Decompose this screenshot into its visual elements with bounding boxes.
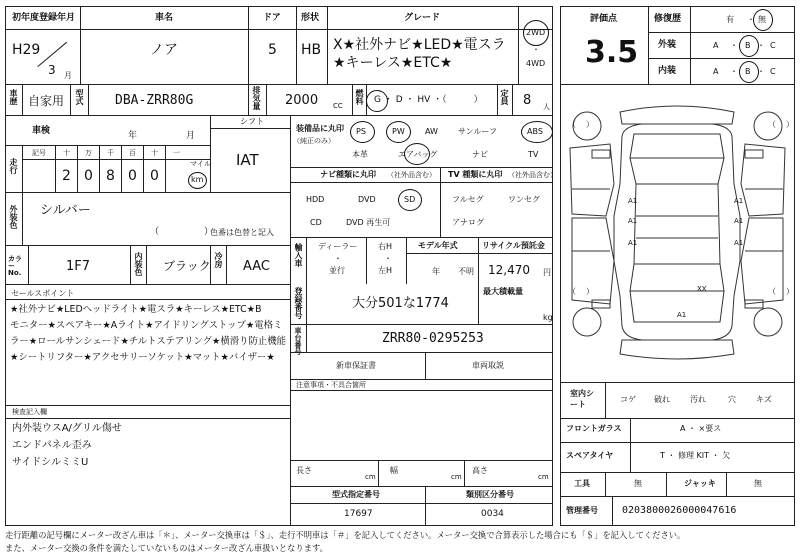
tools-top	[560, 472, 795, 473]
interior-option: ・	[730, 67, 738, 76]
front-bumper	[620, 106, 734, 124]
width-label: 幅	[390, 466, 398, 475]
interior-option: A	[713, 67, 719, 76]
reg-under	[290, 324, 553, 325]
exterior-option: C	[770, 41, 776, 50]
nav-under	[290, 237, 553, 238]
equipment-label: 装備品に丸印	[296, 124, 344, 133]
registration-label: 登録番号	[294, 287, 303, 319]
insp-head	[5, 418, 290, 419]
right-rear-side	[741, 218, 783, 304]
model-year-year: 年	[432, 267, 440, 276]
mgmt-label: 管理番号	[566, 506, 598, 515]
exterior-label: 外装	[658, 40, 677, 50]
div-dim2	[464, 460, 465, 486]
damage-mark: XX	[697, 285, 707, 293]
length-label: 長さ	[296, 466, 312, 475]
shape-label: 形状	[301, 13, 320, 23]
rear-bumper	[620, 340, 734, 359]
equipment-item: TV	[528, 150, 539, 159]
exterior-option: A	[713, 41, 719, 50]
mgmt-value: 0203800026000047616	[622, 505, 737, 516]
div-imp2	[366, 237, 367, 284]
damage-mark: A1	[628, 197, 638, 205]
nav-item: DVD	[358, 195, 376, 204]
exterior-option: B	[745, 41, 751, 50]
div-r2h	[497, 84, 498, 115]
mileage-digit-header: 一	[173, 149, 180, 157]
rear-glass	[630, 264, 724, 291]
div-nav-tv	[440, 167, 441, 237]
km-label: km	[191, 175, 204, 184]
notes-head	[290, 390, 553, 391]
div-r2b	[70, 84, 71, 115]
width-cm: cm	[451, 473, 462, 481]
mileage-digit: 0	[84, 168, 93, 184]
div-imp3	[406, 237, 407, 284]
mileage-digit-header: 十	[63, 149, 70, 157]
paren-bl: （	[568, 287, 576, 296]
mileage-digit: 0	[150, 168, 159, 184]
div-seat	[605, 382, 606, 418]
chassis-value: ZRR80-0295253	[382, 331, 484, 346]
color-under	[5, 245, 290, 246]
windshield	[630, 158, 724, 184]
equipment-item: サンルーフ	[458, 127, 497, 136]
chassis-label: 車台番号	[294, 327, 302, 355]
length-cm: cm	[365, 473, 376, 481]
mileage-digit: 2	[62, 168, 71, 184]
ch-under	[290, 352, 553, 353]
div-shift	[210, 115, 211, 192]
import-parallel: 並行	[329, 266, 345, 275]
tools-label: 工具	[574, 479, 590, 488]
imp-head	[406, 253, 553, 254]
first-reg-label: 初年度登録年月	[12, 13, 76, 23]
div-ch1	[306, 324, 307, 352]
hood	[630, 134, 724, 158]
sales-head	[5, 299, 290, 300]
dims-top	[290, 460, 553, 461]
mileage-marks-label: 記号	[32, 149, 46, 157]
jack-label: ジャッキ	[684, 479, 716, 488]
footer-line1: 走行距離の記号欄にメーター改ざん車は「＊」、メーター交換車は「＄」、走行不明車は「＃」を記入してください。メーター交換で合算表示した場合にも「＄」を記入してください。	[5, 530, 686, 540]
div-r2c	[88, 84, 89, 115]
interior-option: C	[770, 67, 776, 76]
glass-top	[560, 418, 795, 419]
spare-tire-label: スペアタイヤ	[566, 451, 614, 460]
damage-mark: A1	[628, 217, 638, 225]
repair-circle	[753, 9, 773, 31]
interior-sheet-item: 穴	[728, 395, 736, 404]
nav-item: SD	[404, 195, 416, 204]
model-year-label: モデル年式	[418, 241, 458, 250]
div-leftblock	[290, 115, 291, 284]
equip-under	[290, 167, 553, 168]
month-unit: 月	[64, 71, 72, 80]
interior-sheet-item: キズ	[756, 395, 772, 404]
wheel-rr	[754, 308, 782, 336]
spare-top	[560, 442, 795, 443]
interior-sheet-item: 汚れ	[690, 395, 706, 404]
interior-sheet-item: コゲ	[620, 395, 636, 404]
sales-line: モニター★スペアキー★Aライト★アイドリングストップ★電格ミ	[10, 320, 283, 331]
grade-bottom	[560, 84, 795, 85]
car-manual: 車両取説	[472, 361, 504, 370]
mil-head-line	[22, 159, 210, 160]
div-r2d	[248, 84, 249, 115]
equipment-sub: （純正のみ）	[293, 137, 335, 145]
interior-option: ・	[757, 67, 765, 76]
type-number-value: 17697	[344, 509, 373, 519]
model-year-unknown: 不明	[458, 267, 474, 276]
equipment-item: エアバッグ	[398, 150, 438, 159]
digit-divider	[143, 145, 144, 192]
mileage-digit-header: 百	[129, 149, 136, 157]
tv-label: TV 種類に丸印	[448, 170, 503, 179]
front-right-light	[745, 150, 763, 158]
equipment-item: ナビ	[472, 150, 488, 159]
damage-mark: A1	[628, 239, 638, 247]
equipment-circle	[350, 121, 375, 143]
nav-label: ナビ種類に丸印	[320, 170, 376, 179]
first-reg-month: 3	[48, 63, 56, 77]
nav-circle	[398, 189, 422, 211]
div-ac	[210, 245, 211, 284]
color-label: 外装色	[9, 205, 18, 229]
paren-tr: （	[768, 120, 776, 129]
repair-option: 有	[726, 15, 734, 24]
type-number-label: 型式指定番号	[332, 490, 380, 499]
grade-text: X★社外ナビ★LED★電スラ★キーレス★ETC★	[333, 37, 506, 71]
car-name: ノア	[150, 42, 178, 58]
div-r2f	[352, 84, 353, 115]
height-label: 高さ	[472, 466, 488, 475]
first-reg-era: H29	[12, 42, 41, 58]
mileage-digit-header: 千	[107, 149, 114, 157]
body-outline	[614, 124, 740, 340]
displacement-label: 排気量	[252, 86, 261, 110]
digit-divider	[99, 145, 100, 192]
tools-value: 無	[634, 479, 642, 488]
digit-divider	[165, 145, 166, 192]
div-shape	[327, 6, 328, 84]
exterior-option: ・	[730, 41, 738, 50]
equipment-item: PW	[392, 127, 405, 136]
cc-unit: CC	[333, 102, 343, 110]
sales-line: ラー★ロールサンシェード★チルトステアリング★横滑り防止機能	[10, 336, 286, 347]
drive-2wd: 2WD	[526, 28, 546, 37]
roof	[634, 184, 720, 264]
div-reg2	[478, 284, 479, 324]
mileage-digit-header: 万	[85, 149, 92, 157]
div-left-right	[290, 284, 291, 526]
model: DBA-ZRR80G	[115, 93, 194, 108]
capacity: 8	[523, 93, 532, 108]
div-name	[248, 6, 249, 84]
div-reg	[80, 6, 81, 84]
div-ac2	[226, 245, 227, 284]
car-damage-diagram	[562, 86, 793, 380]
color-note: 色番は色替と記入	[210, 228, 274, 237]
mile-label: マイル	[190, 160, 211, 168]
drive-dot: ・	[532, 45, 540, 54]
inspection-month: 月	[186, 131, 196, 141]
import-rh: 右H	[378, 242, 393, 251]
spare-tire-value: T ・ 修理 KIT ・ 欠	[660, 451, 731, 460]
div-mil2	[55, 145, 56, 192]
new-car-guarantee: 新車保証書	[336, 361, 376, 370]
div-gua	[425, 352, 426, 379]
recycle-yen: 円	[543, 268, 551, 277]
fuel-label: 燃料	[355, 89, 364, 105]
import-lh: 左H	[378, 266, 393, 275]
inspection-label: 車検	[32, 126, 51, 136]
div-grade-score	[648, 6, 649, 84]
model-label: 型式	[75, 89, 84, 105]
div-tools1	[605, 472, 606, 496]
div-r2a	[22, 84, 23, 115]
div-int2	[146, 245, 147, 284]
footer-line2: また、メーター交換の条件を満たしていないものはメーター改ざん車扱いとなります。	[5, 543, 328, 553]
color-no: 1F7	[66, 259, 91, 274]
equipment-item: AW	[425, 127, 438, 136]
equipment-circle	[521, 121, 553, 143]
nav-head	[290, 182, 553, 183]
div-cno	[28, 245, 29, 284]
recycle-value: 12,470	[488, 263, 530, 277]
damage-mark: A1	[734, 239, 744, 247]
height-cm: cm	[538, 473, 549, 481]
div-dim1	[378, 460, 379, 486]
sales-under	[5, 405, 290, 406]
import-dealer: ディーラー	[318, 242, 358, 251]
front-glass-value: A ・ ×要ス	[680, 424, 722, 433]
damage-mark: A1	[677, 311, 687, 319]
grade-row1	[648, 32, 795, 33]
tv-item: ワンセグ	[508, 195, 540, 204]
div-tools3	[726, 472, 727, 496]
div-spare	[630, 442, 631, 472]
damage-mark: A1	[734, 197, 744, 205]
type-head	[290, 503, 553, 504]
div-reg1	[306, 284, 307, 324]
exterior-circle	[739, 35, 759, 57]
insp-under	[5, 145, 210, 146]
sales-line: ★シートリフター★アクセサリーソケット★マット★バイザー★	[10, 352, 275, 363]
ac-value: AAC	[243, 259, 270, 274]
equipment-item: PS	[356, 127, 366, 136]
equipment-circle	[404, 143, 430, 165]
grade-row2	[648, 58, 795, 59]
color-value: シルバー	[40, 203, 91, 218]
nav-item: HDD	[306, 195, 325, 204]
interior-color: ブラック	[163, 259, 211, 273]
dims-bottom	[290, 486, 553, 487]
div-type	[425, 486, 426, 526]
import-dot: ・	[334, 254, 342, 263]
interior-option: B	[745, 67, 751, 76]
equipment-circle	[386, 121, 411, 143]
grade-label: グレード	[404, 13, 441, 23]
nav-sub: （社外品含む）	[387, 171, 436, 179]
div-mil1	[22, 145, 23, 192]
div-int	[130, 245, 131, 284]
interior-color-label: 内装色	[134, 252, 143, 276]
div-mgmt	[612, 496, 613, 526]
score-value: 3.5	[585, 35, 639, 70]
inspection-year: 年	[128, 131, 138, 141]
div-door	[296, 6, 297, 84]
equipment-item: ABS	[527, 127, 543, 136]
paren-br-close: ）	[786, 287, 794, 296]
digit-divider	[77, 145, 78, 192]
inspector-line: 内外装ウスA/グリル傷せ	[12, 423, 122, 434]
repair-option: 無	[758, 15, 766, 24]
mileage-digit: 8	[106, 168, 115, 184]
mileage-label: 走行	[9, 158, 18, 174]
fuel-options: G ・ D ・ HV ・（ ）	[374, 95, 483, 105]
div-imp4	[478, 237, 479, 284]
import-label: 輸入車	[294, 243, 303, 267]
drive-4wd: 4WD	[526, 59, 546, 68]
max-load-kg: kg	[543, 313, 553, 322]
div-glass	[630, 418, 631, 442]
shift-under	[210, 128, 290, 129]
nav-item: DVD 再生可	[346, 218, 391, 227]
front-glass-label: フロントガラス	[566, 424, 622, 433]
score-label: 評価点	[590, 14, 618, 24]
div-grade	[518, 6, 519, 84]
header-underline	[5, 29, 553, 30]
repair-label: 修復歴	[654, 14, 682, 24]
max-load-label: 最大積載量	[483, 287, 523, 296]
tv-item: フルセグ	[452, 195, 484, 204]
paren-tl-close: ）	[586, 120, 594, 129]
interior-grade-label: 内装	[658, 66, 677, 76]
recycle-label: リサイクル預託金	[482, 241, 545, 250]
displacement: 2000	[285, 93, 319, 108]
div-r2e	[266, 84, 267, 115]
usage-label: 車歴	[9, 89, 18, 105]
mgmt-top	[560, 496, 795, 497]
front-left-light	[592, 150, 610, 158]
color-paren: （ ）	[150, 227, 214, 237]
registration-value: 大分501な1774	[352, 296, 449, 311]
paren-bl-close: ）	[586, 287, 594, 296]
div-imp1	[306, 237, 307, 284]
div-tools2	[666, 472, 667, 496]
shift-label: シフト	[240, 117, 264, 126]
car-name-label: 車名	[155, 13, 174, 23]
doors-label: ドア	[263, 13, 281, 23]
repair-option: ・	[747, 15, 755, 24]
inspector-line: エンドパネル歪み	[12, 440, 92, 451]
capacity-unit: 人	[543, 103, 550, 111]
wheel-rl	[573, 308, 601, 336]
interior-sheet-label: 室内シート	[570, 389, 594, 409]
paren-tl: （	[568, 120, 576, 129]
notes-label: 注意事項・不具合箇所	[296, 381, 366, 389]
interior-sheet-item: 破れ	[654, 395, 670, 404]
sales-label: セールスポイント	[11, 289, 75, 298]
tv-item: アナログ	[452, 218, 484, 227]
div-grade-lab	[690, 6, 691, 84]
seat-top	[560, 382, 795, 383]
capacity-label: 定員	[500, 89, 509, 105]
shape: HB	[301, 42, 322, 58]
damage-mark: A1	[734, 217, 744, 225]
row2-bottom	[5, 115, 553, 116]
equipment-item: 本革	[352, 150, 368, 159]
usage: 自家用	[28, 94, 65, 108]
mileage-under	[5, 192, 290, 193]
shift-value: IAT	[236, 151, 259, 169]
paren-br: （	[768, 287, 776, 296]
exterior-option: ・	[757, 41, 765, 50]
digit-divider	[121, 145, 122, 192]
tv-sub: （社外品含む）	[508, 171, 557, 179]
class-number-label: 類別区分番号	[466, 490, 514, 499]
div-color	[22, 192, 23, 245]
ac-label: 冷房	[214, 252, 223, 268]
sales-line: ★社外ナビ★LEDヘッドライト★電スラ★キーレス★ETC★B	[10, 304, 262, 315]
inspector-line: サイドシルミミU	[12, 457, 89, 468]
import-dot2: ・	[384, 254, 392, 263]
inspector-label: 検査記入欄	[12, 408, 47, 416]
class-number-value: 0034	[481, 509, 504, 519]
div-r2i	[512, 84, 513, 115]
fuel-selected-circle	[366, 90, 388, 112]
gua-under	[290, 379, 553, 380]
cno-under	[5, 284, 290, 285]
paren-tr-close: ）	[786, 120, 794, 129]
doors: 5	[268, 42, 277, 58]
interior-circle	[739, 61, 759, 83]
mileage-digit-header: 十	[151, 149, 158, 157]
color-no-label: カラーNo.	[8, 255, 22, 277]
nav-item: CD	[310, 218, 322, 227]
mileage-digit: 0	[128, 168, 137, 184]
jack-value: 無	[754, 479, 762, 488]
